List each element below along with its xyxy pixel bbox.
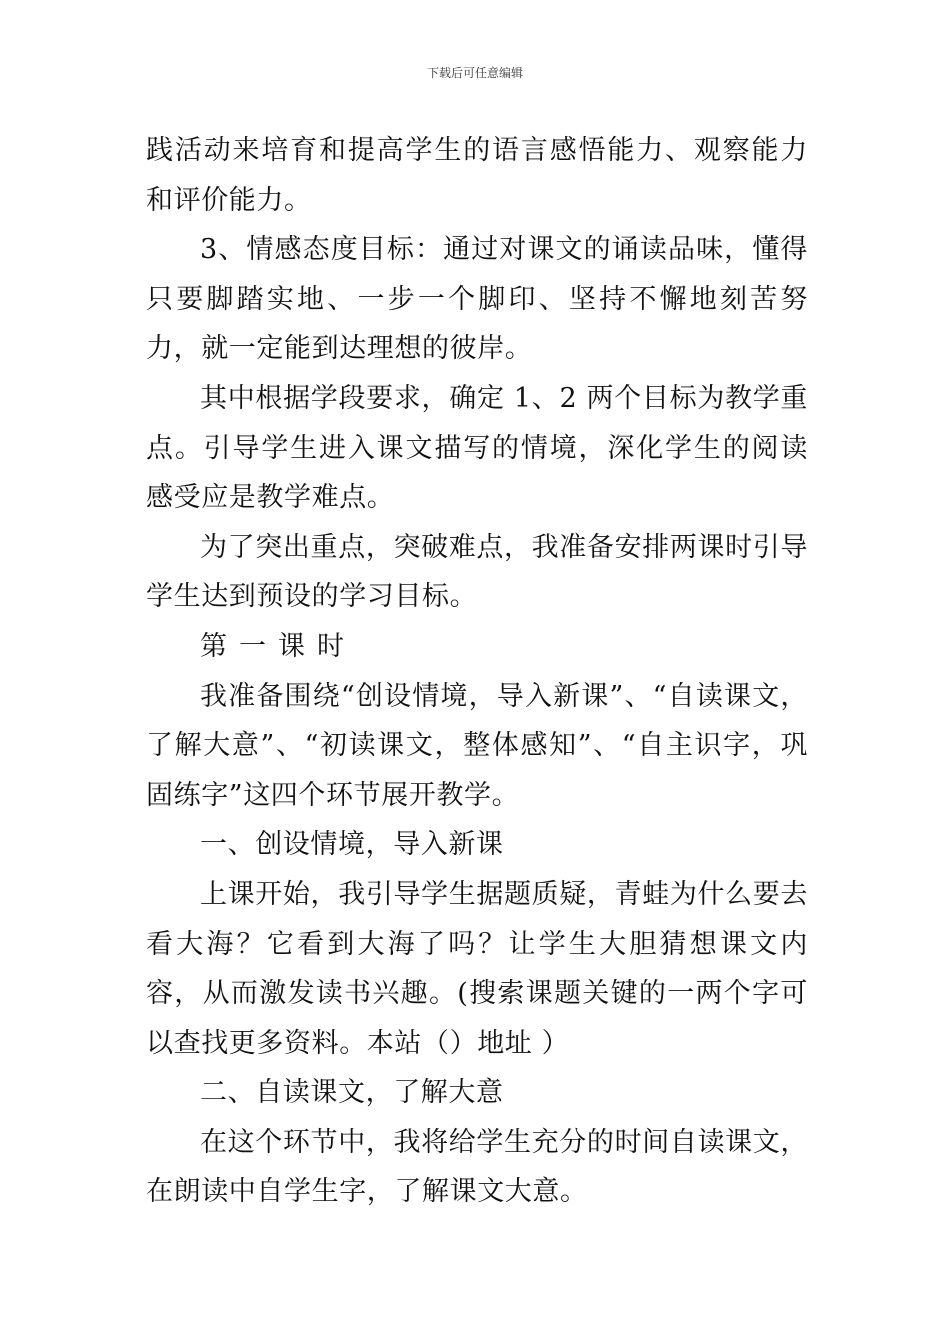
paragraph-6: 上课开始，我引导学生据题质疑，青蛙为什么要去看大海？它看到大海了吗？让学生大胆猜想课文内容，从而激发读书兴趣。(搜索课题关键的一两个字可以查找更多资料。本站（）地址 ） <box>146 878 808 1059</box>
paragraph-4: 为了突出重点，突破难点，我准备安排两课时引导学生达到预设的学习目标。 <box>146 531 808 613</box>
lesson-heading: 第一课时 <box>200 630 356 662</box>
document-body <box>146 126 808 1217</box>
page-header: 下载后可任意编辑 <box>426 66 523 80</box>
paragraph-3: 其中根据学段要求，确定 1、2 两个目标为教学重点。引导学生进入课文描写的情境，深化学生的阅读感受应是教学难点。 <box>146 382 808 514</box>
section-heading-1: 一、创设情境，导入新课 <box>200 829 504 861</box>
paragraph-2: 3、情感态度目标：通过对课文的诵读品味，懂得只要脚踏实地、一步一个脚印、坚持不懈地刻苦努力，就一定能到达理想的彼岸。 <box>146 234 808 365</box>
paragraph-5: 我准备围绕“创设情境，导入新课”、“自读课文，了解大意”、“初读课文，整体感知”、“自主识字，巩固练字”这四个环节展开教学。 <box>146 680 808 811</box>
paragraph-7: 在这个环节中，我将给学生充分的时间自读课文，在朗读中自学生字，了解课文大意。 <box>146 1126 808 1208</box>
section-heading-2: 二、自读课文，了解大意 <box>200 1077 504 1109</box>
paragraph-1: 践活动来培育和提高学生的语言感悟能力、观察能力和评价能力。 <box>146 135 808 216</box>
